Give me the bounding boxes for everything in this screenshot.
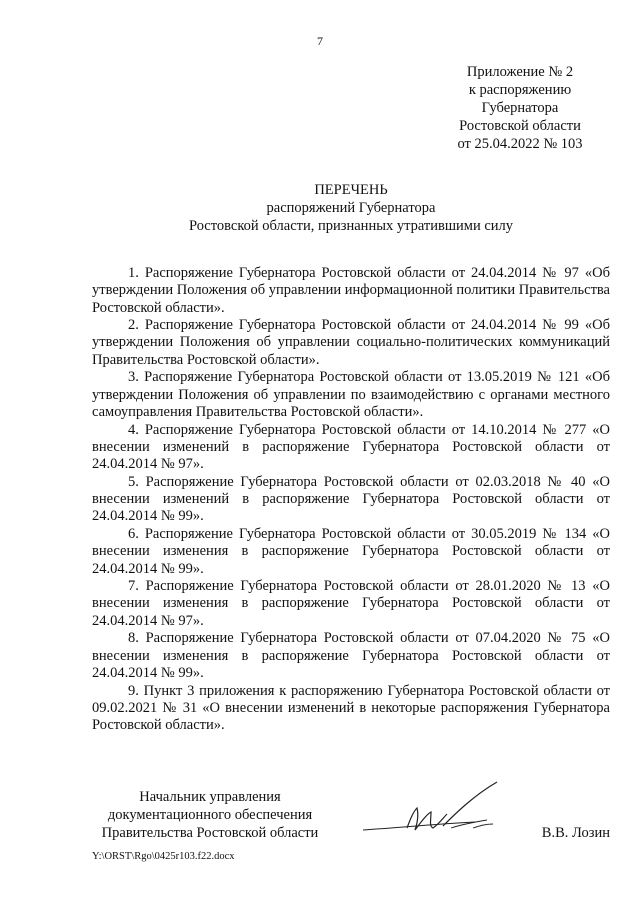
appendix-line-3: Губернатора (481, 100, 559, 116)
list-item: 4. Распоряжение Губернатора Ростовской области от 14.10.2014 № 277 «О внесении изменений в распоряжение Губернатора Ростовской области от 24.04.2014 № 97». (92, 421, 610, 473)
revoked-orders-list (92, 265, 610, 735)
list-item: 5. Распоряжение Губернатора Ростовской области от 02.03.2018 № 40 «О внесении изменений в распоряжение Губернатора Ростовской области от 24.04.2014 № 99». (92, 473, 610, 525)
signature-block (90, 788, 610, 848)
appendix-line-1: Приложение № 2 (466, 64, 574, 80)
signatory-title (90, 788, 330, 842)
appendix-header (440, 63, 600, 153)
handwritten-signature (355, 778, 515, 848)
heading-subtitle-2: Ростовской области, признанных утратившими силу (188, 218, 514, 234)
file-path: Y:\ORST\Rgo\0425r103.f22.docx (92, 851, 235, 862)
appendix-line-5: от 25.04.2022 № 103 (457, 136, 583, 152)
appendix-line-2: к распоряжению (468, 82, 572, 98)
list-item: 8. Распоряжение Губернатора Ростовской области от 07.04.2020 № 75 «О внесении изменения в распоряжение Губернатора Ростовской области от 24.04.2014 № 99». (92, 630, 610, 681)
heading-title: ПЕРЕЧЕНЬ (314, 182, 388, 198)
appendix-line-4: Ростовской области (459, 118, 581, 134)
list-item: 1. Распоряжение Губернатора Ростовской области от 24.04.2014 № 97 «Об утверждении Положения об управлении информационной политики Правительства Ростовской области». (92, 265, 610, 316)
signatory-title-line-3: Правительства Ростовской области (101, 825, 319, 841)
list-item: 7. Распоряжение Губернатора Ростовской области от 28.01.2020 № 13 «О внесении изменения в распоряжение Губернатора Ростовской области от 24.04.2014 № 97». (92, 578, 610, 629)
list-item: 2. Распоряжение Губернатора Ростовской области от 24.04.2014 № 99 «Об утверждении Положения об управлении социально-политических коммуникаций Правительства Ростовской области». (92, 317, 610, 368)
signatory-name: В.В. Лозин (541, 825, 610, 841)
page-number: 7 (317, 34, 323, 48)
signatory-title-line-2: документационного обеспечения (107, 807, 313, 823)
signatory-title-line-1: Начальник управления (139, 789, 281, 805)
document-heading (60, 181, 640, 235)
list-item: 6. Распоряжение Губернатора Ростовской области от 30.05.2019 № 134 «О внесении изменения в распоряжение Губернатора Ростовской области от 24.04.2014 № 99». (92, 525, 610, 577)
list-item: 3. Распоряжение Губернатора Ростовской области от 13.05.2019 № 121 «Об утверждении Положения об управлении по взаимодействию с органами местного самоуправления Правительства Ростовской области». (92, 369, 610, 420)
list-item: 9. Пункт 3 приложения к распоряжению Губернатора Ростовской области от 09.02.2021 № 31 «О внесении изменений в некоторые распоряжения Губернатора Ростовской области». (92, 682, 610, 734)
heading-subtitle-1: распоряжений Губернатора (266, 200, 436, 216)
